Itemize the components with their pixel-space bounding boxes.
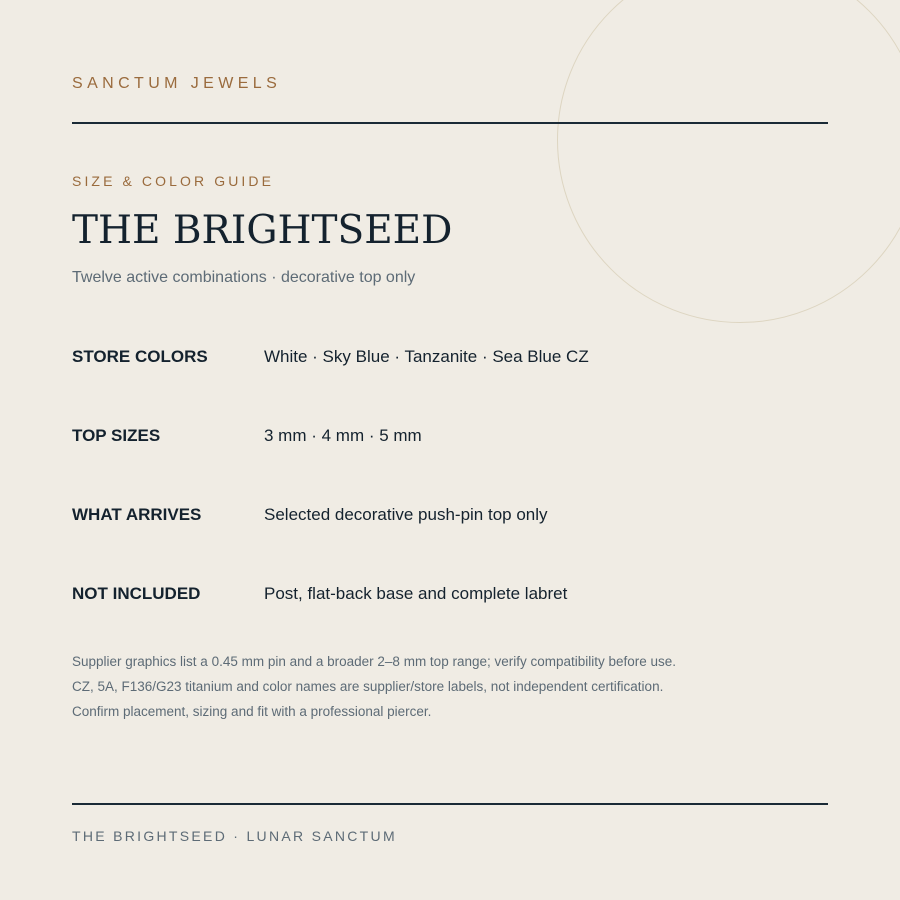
page-subtitle: Twelve active combinations · decorative top only [72,269,416,286]
section-eyebrow: SIZE & COLOR GUIDE [72,173,275,189]
spec-label-not-included: NOT INCLUDED [72,584,201,603]
spec-label-store-colors: STORE COLORS [72,347,208,366]
spec-value-what-arrives: Selected decorative push-pin top only [264,505,548,524]
disclaimer-note: Confirm placement, sizing and fit with a professional piercer. [72,704,432,719]
spec-value-top-sizes: 3 mm · 4 mm · 5 mm [264,426,422,445]
brand-name: SANCTUM JEWELS [72,75,282,92]
disclaimer-note: CZ, 5A, F136/G23 titanium and color names are supplier/store labels, not independent certification. [72,679,664,694]
header-divider [72,122,828,124]
footer-text: THE BRIGHTSEED · LUNAR SANCTUM [72,828,397,844]
disclaimer-note: Supplier graphics list a 0.45 mm pin and a broader 2–8 mm top range; verify compatibility before use. [72,654,677,669]
footer-divider [72,803,828,805]
decorative-circle [557,0,900,323]
spec-label-top-sizes: TOP SIZES [72,426,161,445]
page-title: THE BRIGHTSEED [72,208,453,253]
spec-value-store-colors: White · Sky Blue · Tanzanite · Sea Blue CZ [264,347,589,366]
spec-label-what-arrives: WHAT ARRIVES [72,505,202,524]
spec-value-not-included: Post, flat-back base and complete labret [264,584,568,603]
